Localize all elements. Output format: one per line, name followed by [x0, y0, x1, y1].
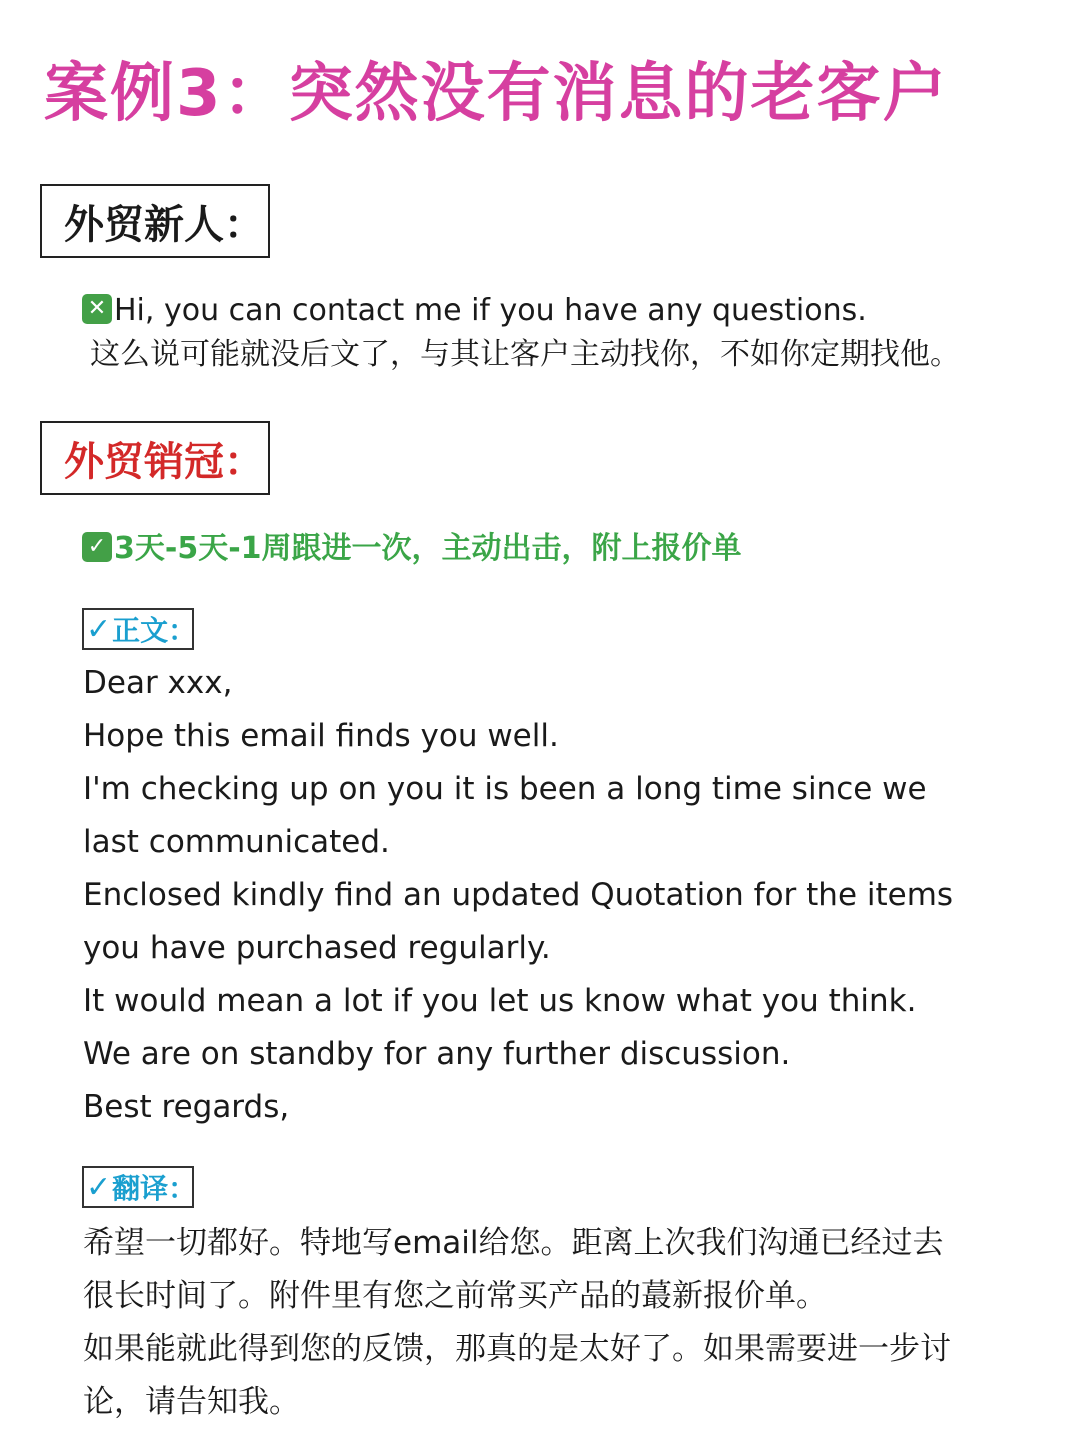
translation-tag	[82, 1166, 197, 1208]
translation-paragraph: 如果能就此得到您的反馈，那真的是太好了。如果需要进一步讨论，请告知我。	[83, 1331, 951, 1420]
translation-tag-label: 翻译：	[112, 1172, 197, 1205]
right-text: 3天-5天-1周跟进一次，主动出击，附上报价单	[114, 531, 742, 566]
body-tag-label: 正文：	[112, 614, 197, 647]
translation-body	[83, 1217, 963, 1429]
wrong-chinese-text: 这么说可能就没后文了，与其让客户主动找你，不如你定期找他。	[90, 337, 960, 372]
newbie-label: 外贸新人：	[64, 201, 264, 248]
check-mark-icon: ✓	[82, 532, 112, 562]
page-title: 案例3：突然没有消息的老客户	[44, 57, 949, 131]
translation-paragraph: 希望一切都好。特地写email给您。距离上次我们沟通已经过去很长时间了。附件里有您之前常买产品的蕞新报价单。	[83, 1225, 944, 1314]
email-line: Enclosed kindly find an updated Quotation for the items you have purchased regularly.	[83, 877, 954, 966]
email-body	[83, 657, 963, 1134]
champion-label-box	[40, 421, 270, 495]
tick-icon: ✓	[86, 611, 112, 647]
body-tag	[82, 608, 197, 650]
email-line: It would mean a lot if you let us know what you think. We are on standby for any further discussion.	[83, 983, 917, 1072]
email-line: Dear xxx,	[83, 665, 233, 701]
champion-label: 外贸销冠：	[64, 438, 264, 485]
wrong-example-line	[82, 290, 867, 332]
cross-mark-icon: ✕	[82, 294, 112, 324]
email-line: Hope this email finds you well.	[83, 718, 559, 754]
tick-icon: ✓	[86, 1169, 112, 1205]
wrong-english-text: Hi, you can contact me if you have any questions.	[114, 293, 867, 328]
email-line: Best regards,	[83, 1089, 290, 1125]
newbie-label-box	[40, 184, 270, 258]
right-example-line	[82, 528, 742, 570]
email-line: I'm checking up on you it is been a long time since we last communicated.	[83, 771, 927, 860]
